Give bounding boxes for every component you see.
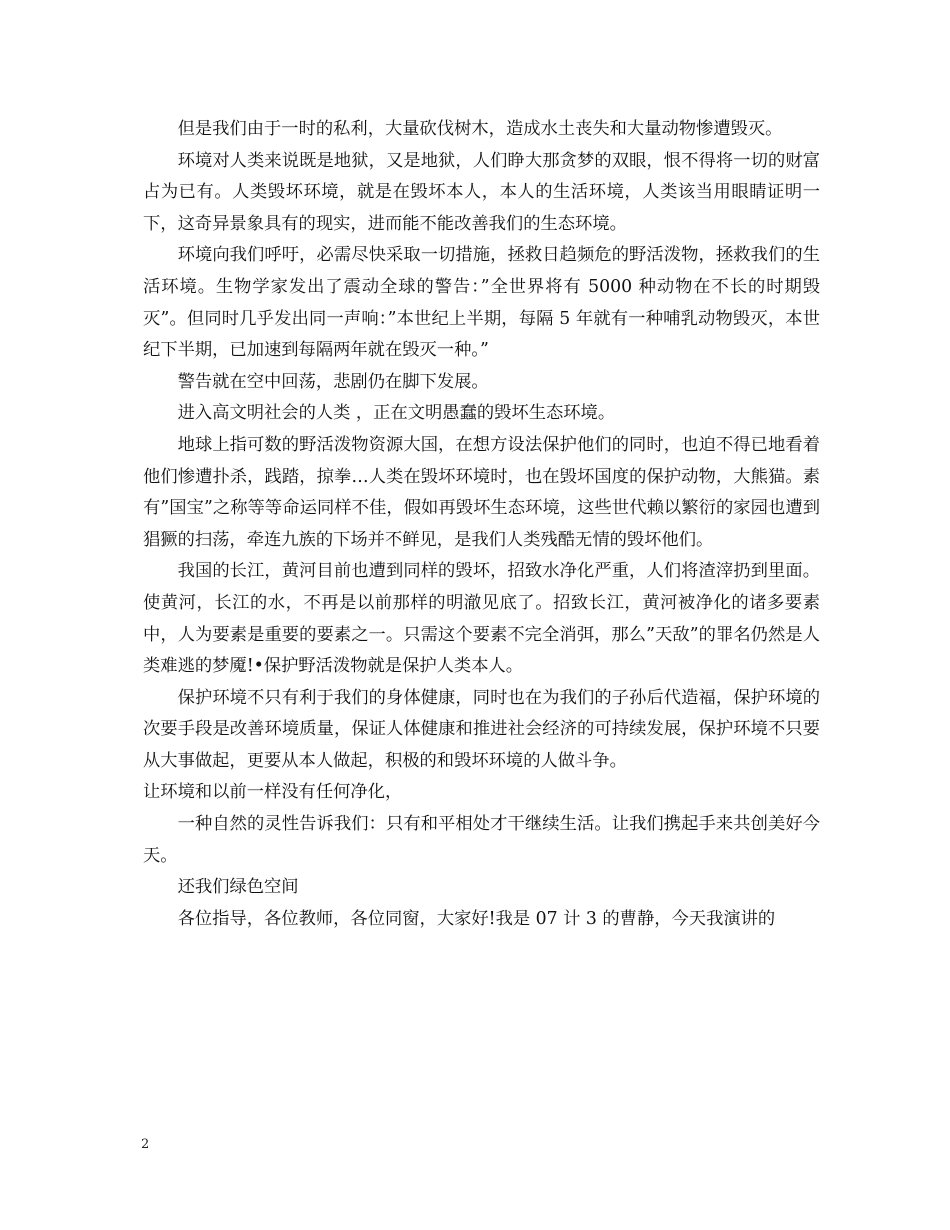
paragraph: 进入高文明社会的人类 ，正在文明愚蠢的毁坏生态环境。 (177, 403, 616, 424)
paragraph: 但是我们由于一时的私利，大量砍伐树木，造成水土丧失和大量动物惨遭毁灭。 (177, 119, 783, 139)
section-heading: 还我们绿色空间 (177, 877, 299, 898)
paragraph: 环境对人类来说既是地狱，又是地狱，人们睁大那贪梦的双眼，恨不得将一切的财富占为已有。人类毁坏环境，就是在毁坏本人，本人的生活环境，人类该当用眼睛证明一下，这奇异景象具有的现实，进而能不能改善我们的生态环境。 (143, 150, 820, 234)
document-body (143, 114, 820, 935)
paragraph: 环境向我们呼吁，必需尽快采取一切措施，拯救日趋频危的野活泼物，拯救我们的生活环境。生物学家发出了震动全球的警告：”全世界将有 5000 种动物在不长的时期毁灭”。但同时几乎发出同一声响：”本世纪上半期，每隔 5 年就有一种哺乳动物毁灭，本世纪下半期，已加速到每隔两年就在毁灭一种。” (143, 245, 820, 361)
paragraph: 各位指导，各位教师，各位同窗，大家好!我是 07 计 3 的曹静，今天我演讲的 (177, 908, 776, 929)
paragraph: 警告就在空中回荡，悲剧仍在脚下发展。 (177, 371, 489, 392)
paragraph: 我国的长江，黄河目前也遭到同样的毁坏，招致水净化严重，人们将渣滓扔到里面。使黄河，长江的水，不再是以前那样的明澈见底了。招致长江，黄河被净化的诸多要素中，人为要素是重要的要素之一。只需这个要素不完全消弭，那么”天敌”的罪名仍然是人类难逃的梦魇!•保护野活泼物就是保护人类本人。 (143, 561, 820, 677)
paragraph: 地球上指可数的野活泼物资源大国，在想方设法保护他们的同时，也迫不得已地看着他们惨遭扑杀，践踏，掠拳…人类在毁坏环境时，也在毁坏国度的保护动物，大熊猫。素有”国宝”之称等等命运同样不佳，假如再毁坏生态环境，这些世代赖以繁衍的家园也遭到猖獗的扫荡，牵连九族的下场并不鲜见，是我们人类残酷无情的毁坏他们。 (143, 434, 820, 550)
paragraph: 保护环境不只有利于我们的身体健康，同时也在为我们的子孙后代造福，保护环境的次要手段是改善环境质量，保证人体健康和推进社会经济的可持续发展，保护环境不只要从大事做起，更要从本人做起，积极的和毁坏环境的人做斗争。 (143, 687, 820, 771)
paragraph: 一种自然的灵性告诉我们：只有和平相处才干继续生活。让我们携起手来共创美好今天。 (143, 814, 820, 866)
paragraph: 让环境和以前一样没有任何净化， (143, 782, 403, 803)
page-number: 2 (141, 1137, 150, 1152)
